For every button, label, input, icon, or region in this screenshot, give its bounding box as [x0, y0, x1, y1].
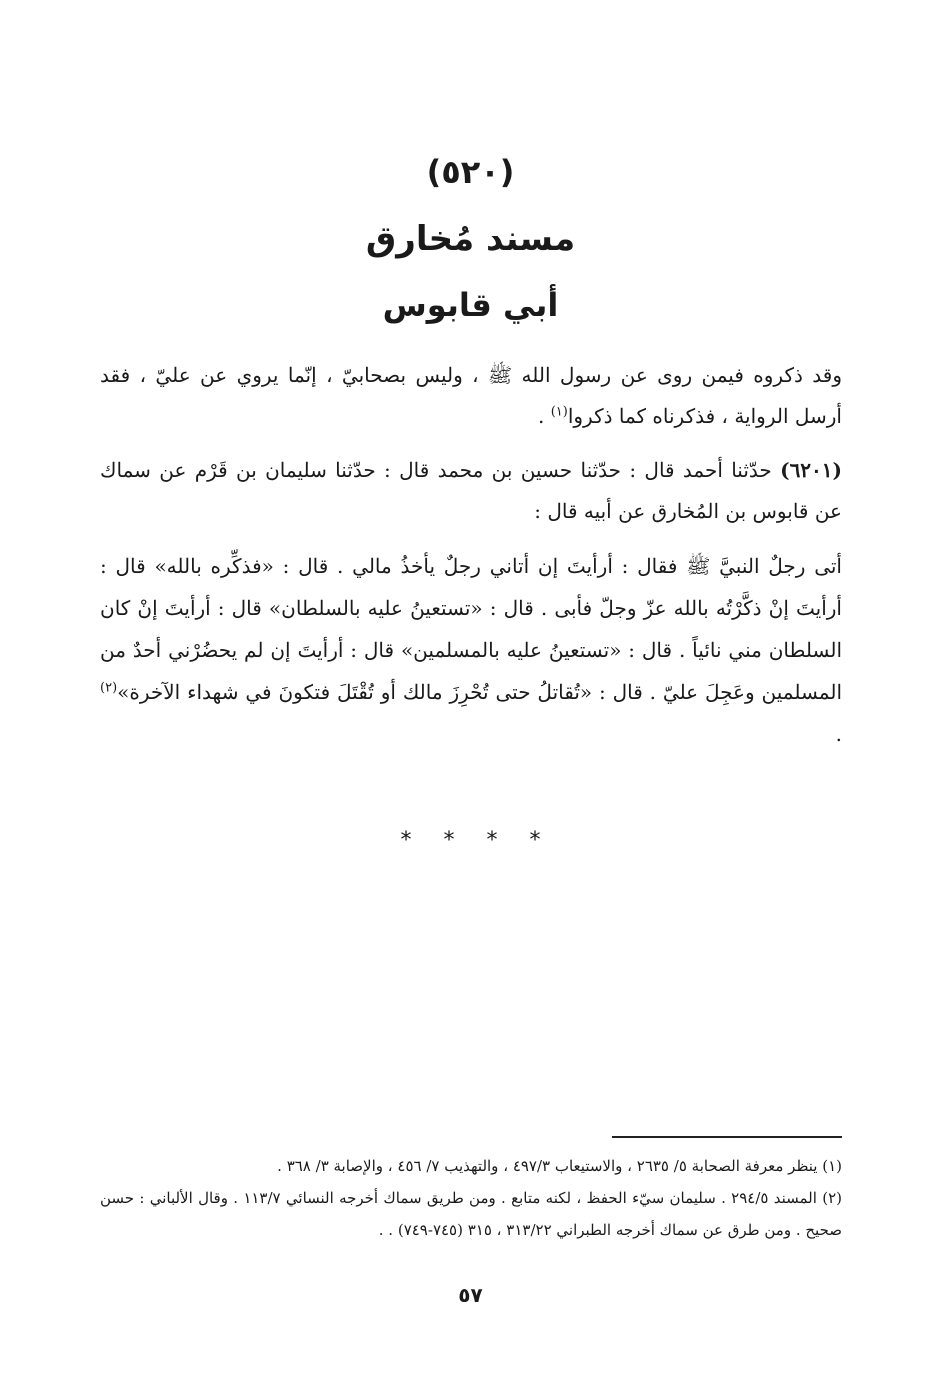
footnote-ref-1: (١) — [550, 404, 568, 420]
isnad-paragraph — [100, 450, 842, 532]
section-number: (٥٢٠) — [426, 153, 515, 191]
matn-text: أتى رجلٌ النبيَّ ﷺ فقال : أرأيتَ إن أتاني رجلٌ يأخذُ مالي . قال : «فذكِّره بالله» قال : أرأيتَ إنْ ذكَّرْتُه بالله عزّ وجلّ فأبى . قال : «تستعينُ عليه بالسلطان» قال : أرأيتَ إنْ كان السلطان مني نائياً . قال : «تستعينُ عليه بالمسلمين» قال : أرأيتَ إن لم يحضُرْني أحدٌ من المسلمين وعَجِلَ عليّ . قال : «تُقاتلُ حتى تُحْرِزَ مالك أو تُقْتَلَ فتكونَ في شهداء الآخرة» — [100, 554, 842, 704]
intro-paragraph — [100, 355, 842, 437]
page-number: ٥٧ — [458, 1283, 483, 1307]
footnote-2: (٢) المسند ٢٩٤/٥ . سليمان سيّء الحفظ ، لكنه متابع . ومن طريق سماك أخرجه النسائي ١١٣/٧ . وقال الألباني : حسن صحيح . ومن طرق عن سماك أخرجه الطبراني ٣١٣/٢٢ ، ٣١٥ (٧٤٥-٧٤٩) . . — [100, 1189, 842, 1239]
matn-paragraph — [100, 545, 842, 755]
separator-star: * — [443, 828, 455, 853]
isnad-text: حدّثنا أحمد قال : حدّثنا حسين بن محمد قال : حدّثنا سليمان بن قَرْم عن سماك عن قابوس بن المُخارق عن أبيه قال : — [100, 458, 842, 523]
matn-tail: . — [835, 722, 842, 746]
footnote-1: (١) ينظر معرفة الصحابة ٥/ ٢٦٣٥ ، والاستيعاب ٤٩٧/٣ ، والتهذيب ٧/ ٤٥٦ ، والإصابة ٣/ ٣٦٨ . — [277, 1157, 842, 1175]
separator-star: * — [529, 828, 541, 853]
footnote-ref-2: (٢) — [100, 680, 118, 696]
musnad-title: مسند مُخارق — [365, 219, 576, 259]
footnote-divider — [612, 1136, 842, 1138]
separator-star: * — [486, 828, 498, 853]
narrator-subtitle: أبي قابوس — [382, 286, 559, 324]
section-separator — [0, 828, 941, 853]
hadith-number: (٦٢٠١) — [780, 458, 842, 482]
intro-text: وقد ذكروه فيمن روى عن رسول الله ﷺ ، وليس بصحابيّ ، إنّما يروي عن عليّ ، فقد أرسل الرواية ، فذكرناه كما ذكروا — [100, 363, 842, 428]
separator-star: * — [400, 828, 412, 853]
footnotes — [100, 1150, 842, 1246]
intro-tail: . — [537, 404, 551, 428]
